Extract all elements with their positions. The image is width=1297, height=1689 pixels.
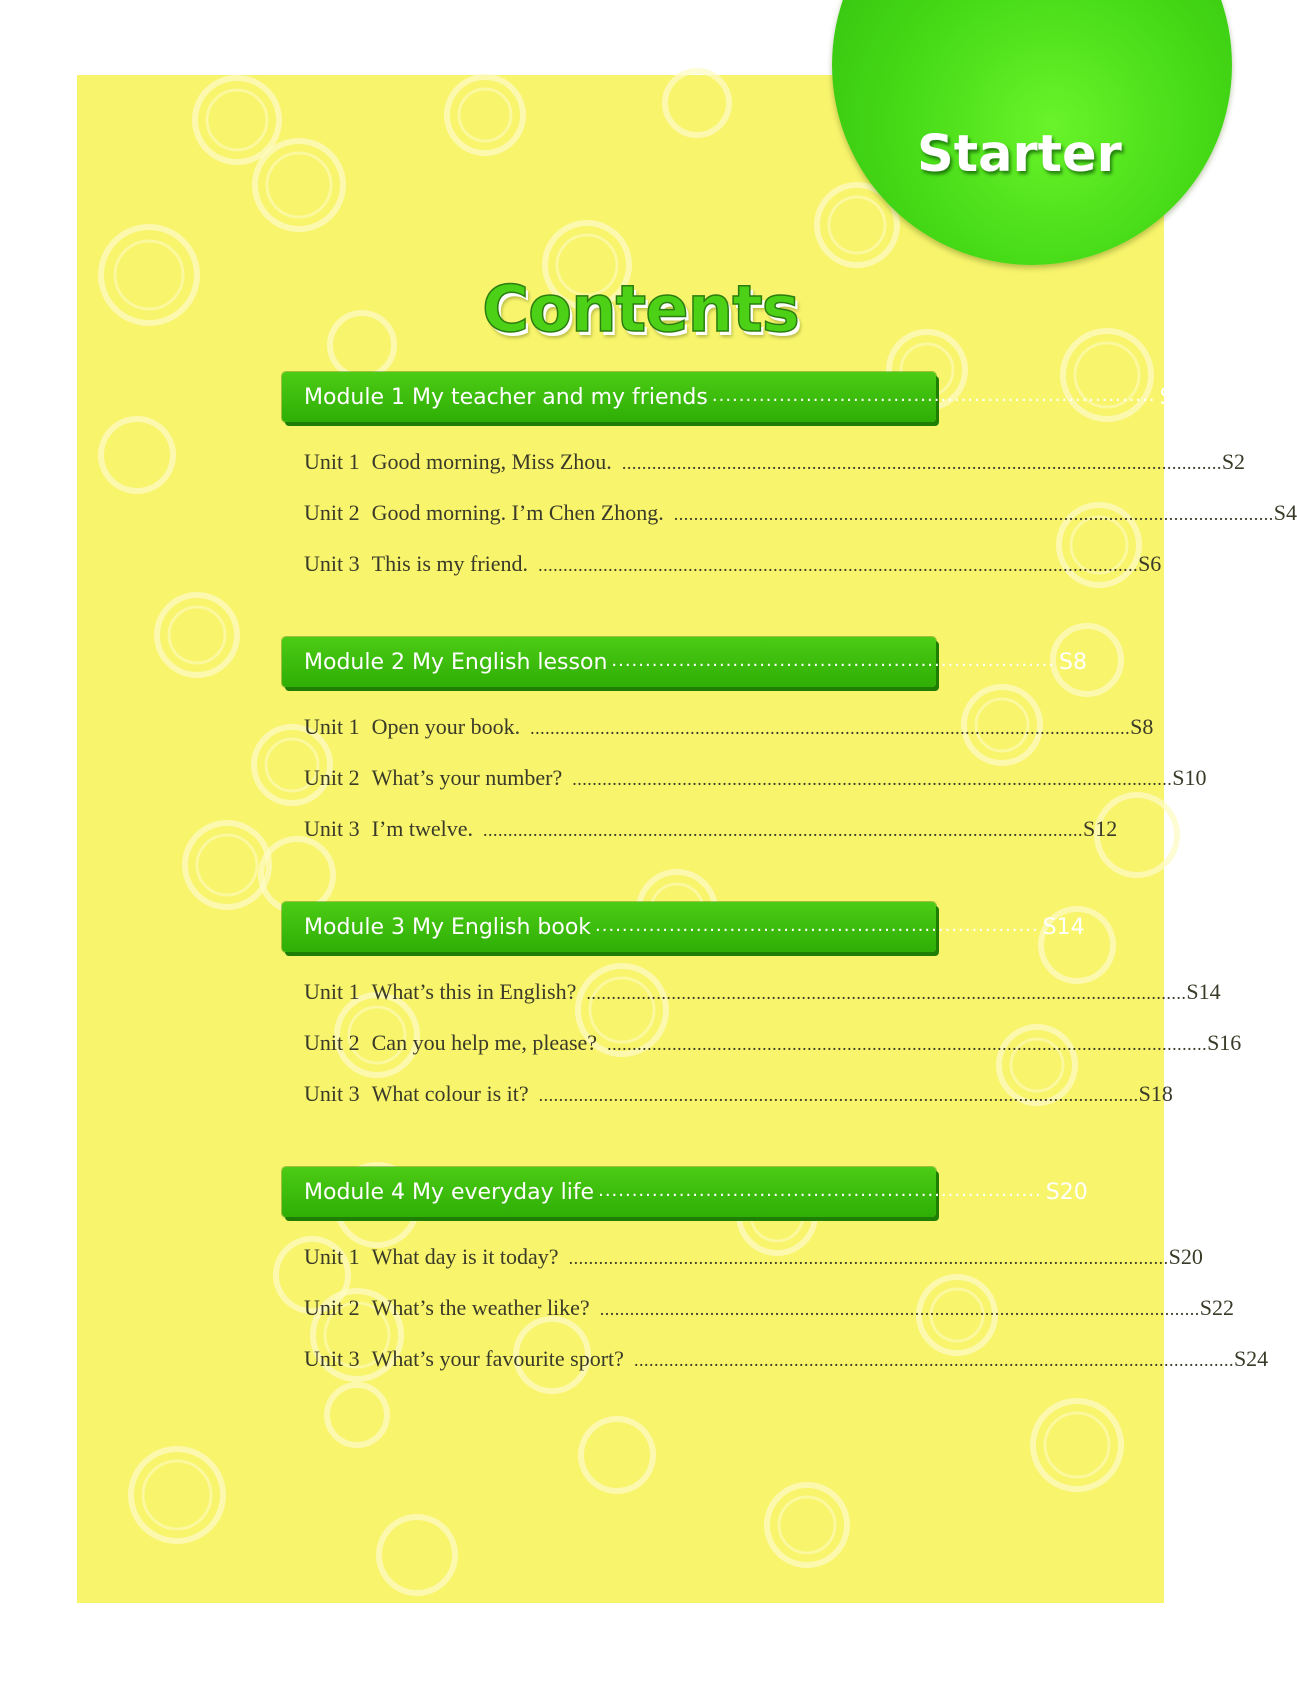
module-title: Module 1 My teacher and my friends [304,384,708,410]
dot-leader: .................................................................. [711,384,1156,406]
unit-list [282,1231,1269,1384]
dot-leader: .................................................................. [611,649,1056,671]
unit-page-number: S16 [1207,1030,1242,1055]
module-heading[interactable] [282,372,1188,422]
dot-leader: ........................................................................................................................ [568,1248,1169,1268]
unit-page-number: S2 [1221,449,1246,474]
unit-title: What’s the weather like? [371,1295,590,1320]
dot-leader: ........................................................................................................................ [572,769,1173,789]
unit-page-number: S14 [1186,979,1221,1004]
dot-leader: ........................................................................................................................ [633,1350,1234,1370]
dot-leader: ........................................................................................................................ [673,504,1274,524]
unit-title: This is my friend. [371,551,529,576]
section-label: Starter [917,125,1122,184]
unit-entry[interactable] [304,1282,1234,1333]
unit-number: Unit 3 [304,1081,360,1106]
unit-list [282,701,1207,854]
unit-number: Unit 3 [304,1346,360,1371]
unit-number: Unit 2 [304,500,360,525]
unit-title: What colour is it? [371,1081,529,1106]
dot-leader: ........................................................................................................................ [483,820,1084,840]
module-title: Module 4 My everyday life [304,1179,595,1205]
dot-leader: ........................................................................................................................ [599,1299,1200,1319]
module-section [282,637,1207,854]
unit-number: Unit 1 [304,449,360,474]
module-page-number: S20 [1045,1179,1088,1205]
unit-title: What’s your number? [371,765,563,790]
module-page-number: S2 [1159,384,1188,410]
unit-entry[interactable] [304,436,1246,487]
dot-leader: .................................................................. [595,914,1039,936]
module-section [282,1167,1269,1384]
module-heading[interactable] [282,902,1085,952]
module-section [282,902,1242,1119]
unit-list [282,966,1242,1119]
dot-leader: ........................................................................................................................ [621,453,1222,473]
unit-entry[interactable] [304,803,1118,854]
unit-title: Good morning, Miss Zhou. [371,449,612,474]
unit-title: Good morning. I’m Chen Zhong. [371,500,664,525]
unit-number: Unit 3 [304,551,360,576]
unit-title: What day is it today? [371,1244,559,1269]
dot-leader: .................................................................. [598,1179,1042,1201]
unit-page-number: S4 [1273,500,1297,525]
dot-leader: ........................................................................................................................ [538,1085,1139,1105]
unit-page-number: S18 [1138,1081,1173,1106]
unit-entry[interactable] [304,487,1297,538]
module-heading[interactable] [282,637,1087,687]
dot-leader: ........................................................................................................................ [530,718,1131,738]
unit-page-number: S10 [1172,765,1207,790]
unit-entry[interactable] [304,1231,1203,1282]
unit-title: What’s this in English? [371,979,577,1004]
module-title: Module 2 My English lesson [304,649,608,675]
unit-number: Unit 2 [304,765,360,790]
dot-leader: ........................................................................................................................ [607,1034,1208,1054]
dot-leader: ........................................................................................................................ [586,983,1187,1003]
unit-number: Unit 1 [304,979,360,1004]
unit-entry[interactable] [304,1068,1173,1119]
unit-number: Unit 2 [304,1295,360,1320]
page-title: Contents [482,273,799,347]
unit-page-number: S22 [1199,1295,1234,1320]
module-title: Module 3 My English book [304,914,592,940]
unit-page-number: S8 [1130,714,1154,739]
unit-entry[interactable] [304,538,1162,589]
module-heading[interactable] [282,1167,1088,1217]
unit-entry[interactable] [304,1017,1242,1068]
unit-title: What’s your favourite sport? [371,1346,624,1371]
unit-title: Can you help me, please? [371,1030,598,1055]
module-section [282,372,1297,589]
unit-entry[interactable] [304,1333,1269,1384]
unit-page-number: S20 [1168,1244,1203,1269]
unit-number: Unit 2 [304,1030,360,1055]
module-page-number: S8 [1059,649,1087,675]
unit-list [282,436,1297,589]
unit-title: I’m twelve. [371,816,474,841]
unit-page-number: S6 [1138,551,1162,576]
contents-page [77,75,1297,1603]
unit-page-number: S12 [1083,816,1118,841]
unit-entry[interactable] [304,966,1221,1017]
unit-entry[interactable] [304,752,1207,803]
unit-title: Open your book. [371,714,521,739]
unit-number: Unit 1 [304,1244,360,1269]
dot-leader: ........................................................................................................................ [538,555,1139,575]
unit-page-number: S24 [1233,1346,1269,1371]
unit-entry[interactable] [304,701,1154,752]
module-page-number: S14 [1042,914,1085,940]
unit-number: Unit 1 [304,714,360,739]
unit-number: Unit 3 [304,816,360,841]
